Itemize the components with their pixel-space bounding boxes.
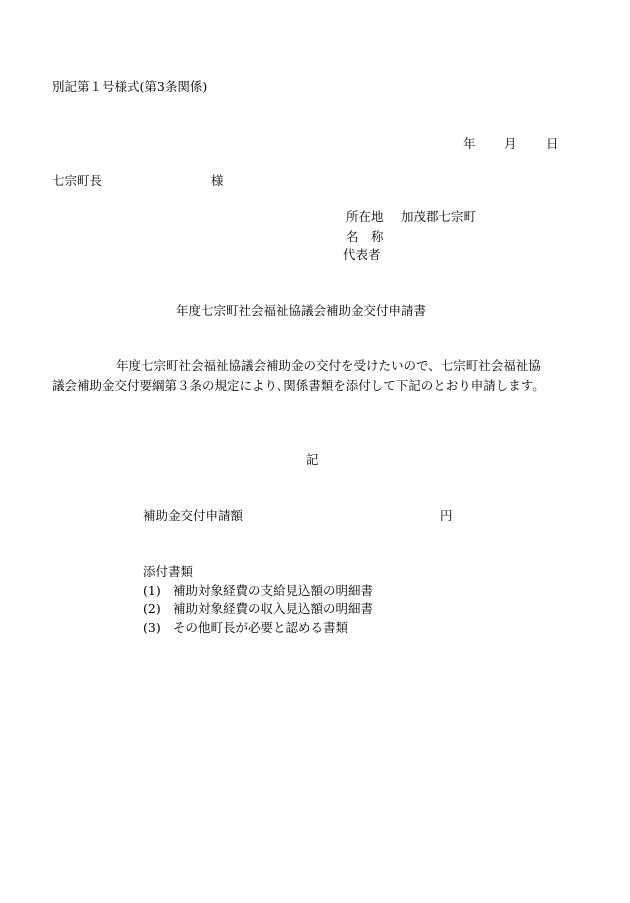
addressee-honorific: 様	[211, 173, 224, 188]
date-day-label: 日	[546, 136, 559, 151]
attachment-number: (1)	[143, 583, 161, 598]
attachment-item	[143, 603, 373, 616]
body-paragraph-line-2: 議会補助金交付要綱第３条の規定により､関係書類を添付して下記のとおり申請します。	[52, 378, 545, 393]
date-month-label: 月	[504, 136, 517, 151]
attachment-number: (2)	[143, 601, 161, 616]
requested-amount-label: 補助金交付申請額	[143, 508, 244, 523]
addressee-name: 七宗町長	[52, 173, 103, 188]
form-reference: 別記第１号様式(第3条関係)	[52, 79, 208, 94]
address-label: 所在地	[346, 209, 384, 224]
ki-heading: 記	[306, 452, 319, 467]
attachment-text: 補助対象経費の支給見込額の明細書	[173, 583, 374, 598]
attachment-text: 補助対象経費の収入見込額の明細書	[173, 601, 374, 616]
amount-currency-unit: 円	[440, 508, 453, 523]
attachment-item	[143, 585, 373, 598]
attachment-number: (3)	[143, 620, 161, 635]
body-paragraph-line-1: 年度七宗町社会福祉協議会補助金の交付を受けたいので、七宗町社会福祉協	[116, 358, 541, 373]
address-value: 加茂郡七宗町	[401, 209, 477, 224]
attachment-text: その他町長が必要と認める書類	[173, 620, 349, 635]
attachments-heading: 添付書類	[143, 564, 194, 579]
date-year-label: 年	[463, 136, 476, 151]
organization-name-label: 名 称	[346, 229, 384, 244]
document-title: 年度七宗町社会福祉協議会補助金交付申請書	[176, 303, 427, 318]
attachment-item	[143, 622, 348, 635]
representative-label: 代表者	[343, 247, 381, 262]
